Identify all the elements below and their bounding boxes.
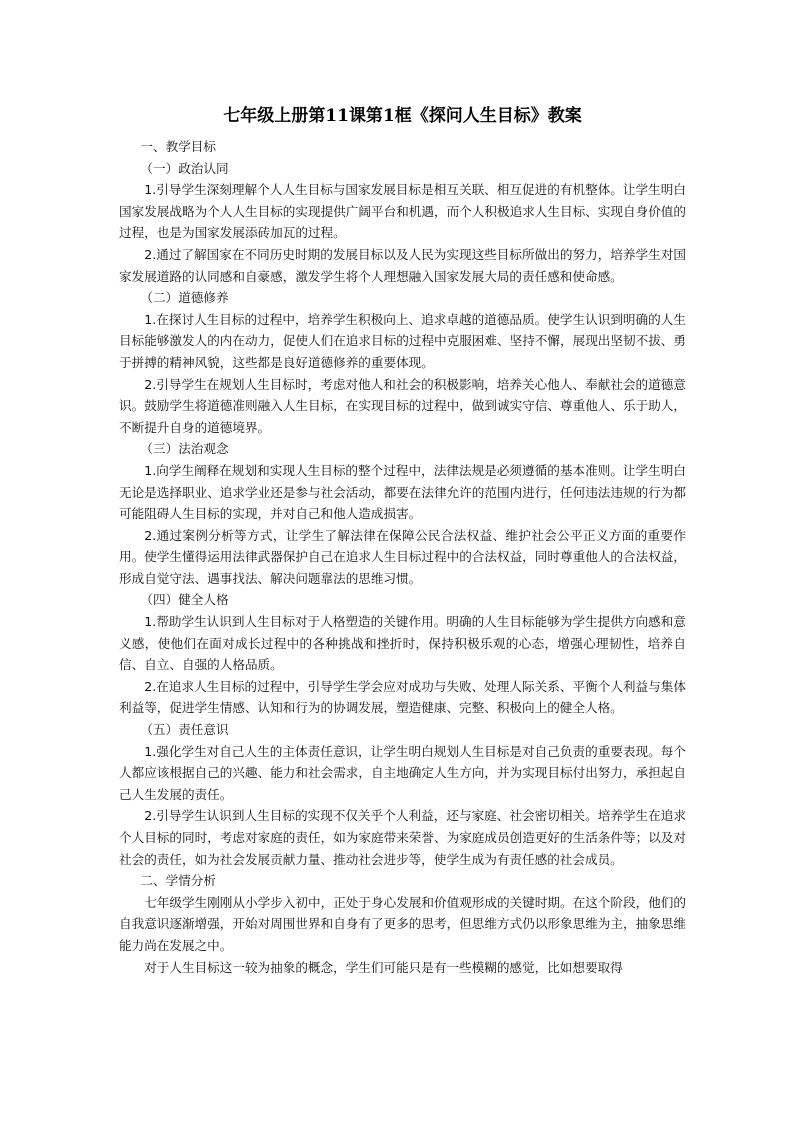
- paragraph: 1.强化学生对自己人生的主体责任意识，让学生明白规划人生目标是对自己负责的重要表现。每个人都应该根据自己的兴趣、能力和社会需求，自主地确定人生方向，并为实现目标付出努力，承担起自己人生发展的责任。: [119, 743, 686, 802]
- paragraph: 2.引导学生在规划人生目标时，考虑对他人和社会的积极影响，培养关心他人、奉献社会的道德意识。鼓励学生将道德准则融入人生目标，在实现目标的过程中，做到诚实守信、尊重他人、乐于助人，不断提升自身的道德境界。: [119, 376, 686, 435]
- paragraph: 七年级学生刚刚从小学步入初中，正处于身心发展和价值观形成的关键时期。在这个阶段，他们的自我意识逐渐增强，开始对周围世界和自身有了更多的思考，但思维方式仍以形象思维为主，抽象思维能力尚在发展之中。: [119, 894, 686, 953]
- paragraph: 2.通过案例分析等方式，让学生了解法律在保障公民合法权益、维护社会公平正义方面的重要作用。使学生懂得运用法律武器保护自己在追求人生目标过程中的合法权益，同时尊重他人的合法权益，形成自觉守法、遇事找法、解决问题靠法的思维习惯。: [119, 527, 686, 586]
- document-page: [119, 104, 686, 978]
- paragraph: 1.向学生阐释在规划和实现人生目标的整个过程中，法律法规是必须遵循的基本准则。让学生明白无论是选择职业、追求学业还是参与社会活动，都要在法律允许的范围内进行，任何违法违规的行为都可能阻碍人生目标的实现，并对自己和他人造成损害。: [119, 462, 686, 522]
- subsection-heading-morality: （二）道德修养: [140, 290, 229, 306]
- paragraph: 2.引导学生认识到人生目标的实现不仅关乎个人利益，还与家庭、社会密切相关。培养学生在追求个人目标的同时，考虑对家庭的责任，如为家庭带来荣誉、为家庭成员创造更好的生活条件等；以及对社会的责任，如为社会发展贡献力量、推动社会进步等，使学生成为有责任感的社会成员。: [119, 808, 686, 867]
- subsection-heading-personality: （四）健全人格: [140, 592, 229, 608]
- subsection-heading-law: （三）法治观念: [140, 441, 229, 457]
- document-title: 七年级上册第11课第1框《探问人生目标》教案: [223, 106, 582, 126]
- section-heading-teaching-goals: 一、教学目标: [140, 139, 216, 154]
- paragraph: 2.在追求人生目标的过程中，引导学生学会应对成功与失败、处理人际关系、平衡个人利益与集体利益等，促进学生情感、认知和行为的协调发展，塑造健康、完整、积极向上的健全人格。: [119, 678, 686, 716]
- paragraph: 1.帮助学生认识到人生目标对于人格塑造的关键作用。明确的人生目标能够为学生提供方向感和意义感，使他们在面对成长过程中的各种挑战和挫折时，保持积极乐观的心态，增强心理韧性，培养自信、自立、自强的人格品质。: [119, 614, 686, 673]
- section-heading-student-analysis: 二、学情分析: [140, 873, 216, 889]
- paragraph: 1.引导学生深刻理解个人人生目标与国家发展目标是相互关联、相互促进的有机整体。让学生明白国家发展战略为个人人生目标的实现提供广阔平台和机遇，而个人积极追求人生目标、实现自身价值的过程，也是为国家发展添砖加瓦的过程。: [119, 182, 686, 241]
- paragraph: 对于人生目标这一较为抽象的概念，学生们可能只是有一些模糊的感觉，比如想要取得: [144, 959, 623, 975]
- paragraph: 2.通过了解国家在不同历史时期的发展目标以及人民为实现这些目标所做出的努力，培养学生对国家发展道路的认同感和自豪感，激发学生将个人理想融入国家发展大局的责任感和使命感。: [119, 246, 686, 284]
- subsection-heading-political: （一）政治认同: [140, 160, 229, 176]
- subsection-heading-responsibility: （五）责任意识: [140, 722, 229, 738]
- paragraph: 1.在探讨人生目标的过程中，培养学生积极向上、追求卓越的道德品质。使学生认识到明确的人生目标能够激发人的内在动力，促使人们在追求目标的过程中克服困难、坚持不懈，展现出坚韧不拔、勇于拼搏的精神风貌，这些都是良好道德修养的重要体现。: [119, 311, 686, 370]
